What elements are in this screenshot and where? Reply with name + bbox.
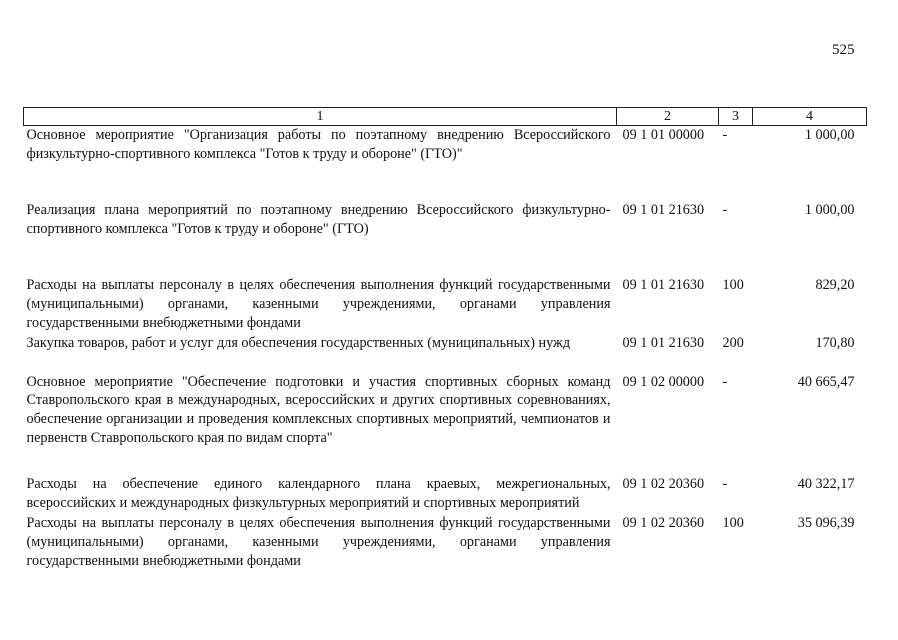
table-row (24, 201, 867, 276)
table-row (24, 373, 867, 475)
row-amount: 829,20 (815, 277, 855, 294)
row-type: 200 (722, 335, 744, 352)
page-number: 525 (832, 42, 855, 58)
header-col-3: 3 (719, 108, 753, 126)
header-col-2: 2 (617, 108, 719, 126)
row-type: - (722, 476, 728, 493)
table-row (24, 475, 867, 514)
row-amount: 1 000,00 (804, 202, 855, 219)
row-amount: 170,80 (815, 335, 855, 352)
row-type: 100 (722, 515, 744, 532)
row-name: Основное мероприятие "Обеспечение подготовки и участия спортивных сборных команд Ставропольского края в международных, всероссийских и других спортивных соревнованиях, обеспечение организации и проведения комплексных спортивных мероприятий, чемпионатов и первенств Ставропольского края по видам спорта" (26, 373, 611, 446)
row-name: Закупка товаров, работ и услуг для обеспечения государственных (муниципальных) нужд (26, 335, 571, 352)
header-col-4: 4 (753, 108, 867, 126)
header-col-1: 1 (24, 108, 617, 126)
row-name: Расходы на обеспечение единого календарного плана краевых, межрегиональных, всероссийских и международных физкультурных мероприятий и спортивных мероприятий (26, 476, 611, 511)
row-type: - (722, 127, 728, 143)
row-code: 09 1 01 21630 (622, 202, 705, 219)
row-amount: 40 322,17 (797, 476, 855, 493)
row-amount: 40 665,47 (797, 373, 855, 390)
budget-table (23, 107, 867, 570)
row-amount: 1 000,00 (804, 127, 855, 143)
table-row (24, 276, 867, 334)
table-row (24, 514, 867, 570)
row-name: Расходы на выплаты персоналу в целях обеспечения выполнения функций государственными (муниципальными) органами, казенными учреждениями, органами управления государственными внебюджетными фондами (26, 515, 611, 569)
row-code: 09 1 01 21630 (622, 277, 705, 294)
row-code: 09 1 01 21630 (622, 335, 705, 352)
row-code: 09 1 01 00000 (622, 127, 705, 143)
row-amount: 35 096,39 (797, 515, 855, 532)
row-type: - (722, 373, 728, 390)
row-name: Реализация плана мероприятий по поэтапному внедрению Всероссийского физкультурно-спортивного комплекса "Готов к труду и обороне" (ГТО) (26, 202, 611, 237)
row-name: Расходы на выплаты персоналу в целях обеспечения выполнения функций государственными (муниципальными) органами, казенными учреждениями, органами управления государственными внебюджетными фондами (26, 277, 611, 331)
row-name: Основное мероприятие "Организация работы по поэтапному внедрению Всероссийского физкультурно-спортивного комплекса "Готов к труду и обороне" (ГТО)" (26, 127, 611, 162)
row-code: 09 1 02 20360 (622, 476, 705, 493)
row-type: - (722, 202, 728, 219)
row-code: 09 1 02 20360 (622, 515, 705, 532)
table-row (24, 334, 867, 373)
table-row (24, 126, 867, 202)
row-code: 09 1 02 00000 (622, 373, 705, 390)
table-header (24, 108, 867, 126)
row-type: 100 (722, 277, 744, 294)
